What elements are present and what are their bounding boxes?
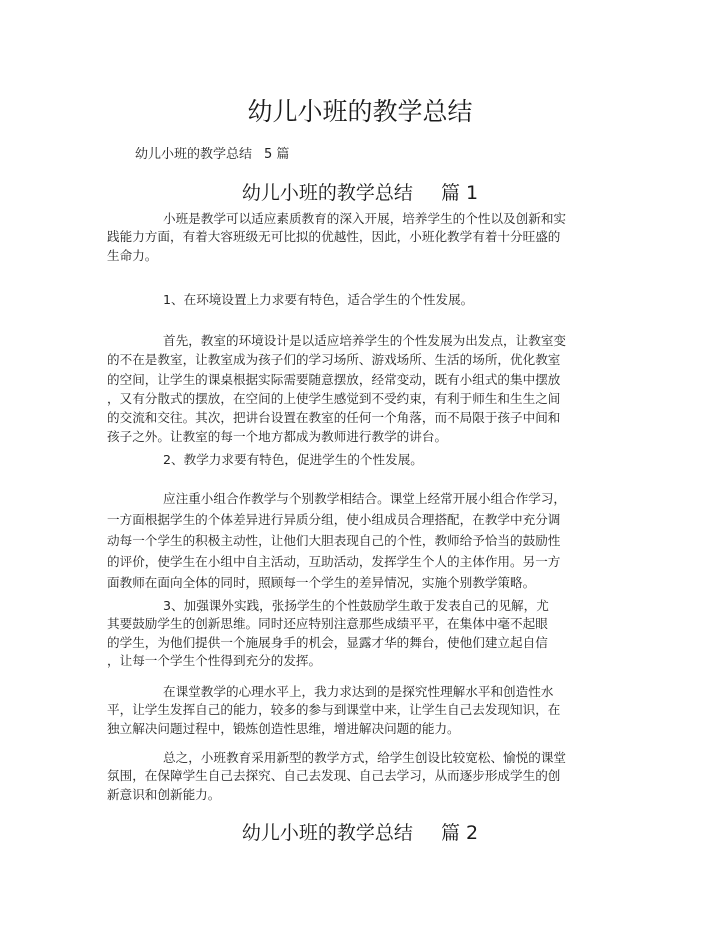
paragraph-line: 践能力方面，有着大容班级无可比拟的优越性，因此，小班化教学有着十分旺盛的 — [107, 229, 561, 245]
section-heading-2 — [0, 818, 720, 845]
paragraph-line: 面教师在面向全体的同时，照顾每一个学生的差异情况，实施个别教学策略。 — [107, 575, 536, 590]
section-heading-text: 幼儿小班的教学总结 — [241, 182, 413, 204]
paragraph-line: ，又有分散式的摆放，在空间的上使学生感觉到不受约束，有利于师生和生生之间 — [107, 390, 561, 406]
body-paragraph — [107, 749, 577, 804]
paragraph-line: 的交流和交往。其次，把讲台设置在教室的任何一个角落，而不局限于孩子中间和 — [107, 410, 561, 426]
paragraph-line: 首先，教室的环境设计是以适应培养学生的个性发展为出发点，让教室变 — [163, 333, 566, 348]
paragraph-line: 1、在环境设置上力求要有特色，适合学生的个性发展。 — [163, 292, 474, 307]
paragraph-line: 平，让学生发挥自己的能力，较多的参与到课堂中来，让学生自己去发现知识，在 — [107, 702, 561, 718]
subtitle-count: 5 篇 — [264, 147, 290, 162]
paragraph-line: 孩子之外。让教室的每一个地方都成为教师进行教学的讲台。 — [107, 429, 448, 445]
body-paragraph — [107, 331, 577, 447]
paragraph-line: 小班是教学可以适应素质教育的深入开展，培养学生的个性以及创新和实 — [163, 211, 566, 226]
document-subtitle — [135, 143, 289, 162]
subtitle-text: 幼儿小班的教学总结 — [135, 147, 253, 162]
paragraph-line: 独立解决问题过程中，锻炼创造性思维，增进解决问题的能力。 — [107, 720, 460, 736]
paragraph-line: 生命力。 — [107, 247, 158, 263]
section-heading-1 — [0, 178, 720, 205]
paragraph-line: 其要鼓励学生的创新思维。同时还应特别注意那些成绩平平，在集体中毫不起眼 — [107, 616, 548, 632]
paragraph-line: 3、加强课外实践，张扬学生的个性鼓励学生敢于发表自己的见解，尤 — [163, 598, 549, 613]
body-paragraph — [107, 683, 577, 738]
paragraph-line: 动每一个学生的积极主动性，让他们大胆表现自己的个性，教师给予恰当的鼓励性 — [107, 533, 561, 548]
body-paragraph — [107, 210, 577, 265]
paragraph-line: 的空间，让学生的课桌根据实际需要随意摆放，经常变动，既有小组式的集中摆放 — [107, 371, 561, 387]
paragraph-line: ，让每一个学生个性得到充分的发挥。 — [107, 652, 322, 668]
body-paragraph — [107, 597, 577, 670]
section-heading-text: 幼儿小班的教学总结 — [241, 822, 413, 844]
section-number: 篇 2 — [440, 822, 479, 844]
paragraph-line: 一方面根据学生的个体差异进行异质分组，使小组成员合理搭配，在教学中充分调 — [107, 512, 561, 527]
paragraph-line: 氛围，在保障学生自己去探究、自己去发现、自己去学习，从而逐步形成学生的创 — [107, 768, 561, 784]
paragraph-line: 的不在是教室，让教室成为孩子们的学习场所、游戏场所、生活的场所，优化教室 — [107, 352, 561, 368]
paragraph-line: 在课堂教学的心理水平上，我力求达到的是探究性理解水平和创造性水 — [163, 684, 554, 699]
paragraph-line: 新意识和创新能力。 — [107, 786, 221, 802]
numbered-point — [107, 451, 577, 469]
paragraph-line: 的学生，为他们提供一个施展身手的机会，显露才华的舞台，使他们建立起自信 — [107, 634, 548, 650]
paragraph-line: 总之，小班教育采用新型的教学方式，给学生创设比较宽松、愉悦的课堂 — [163, 750, 566, 765]
numbered-point — [107, 291, 577, 309]
body-paragraph — [107, 488, 577, 593]
paragraph-line: 的评价，使学生在小组中自主活动，互助活动，发挥学生个人的主体作用。另一方 — [107, 554, 561, 569]
section-number: 篇 1 — [440, 182, 479, 204]
paragraph-line: 应注重小组合作教学与个别教学相结合。课堂上经常开展小组合作学习， — [163, 491, 566, 506]
document-title: 幼儿小班的教学总结 — [247, 97, 473, 126]
paragraph-line: 2、教学力求要有特色，促进学生的个性发展。 — [163, 452, 423, 467]
